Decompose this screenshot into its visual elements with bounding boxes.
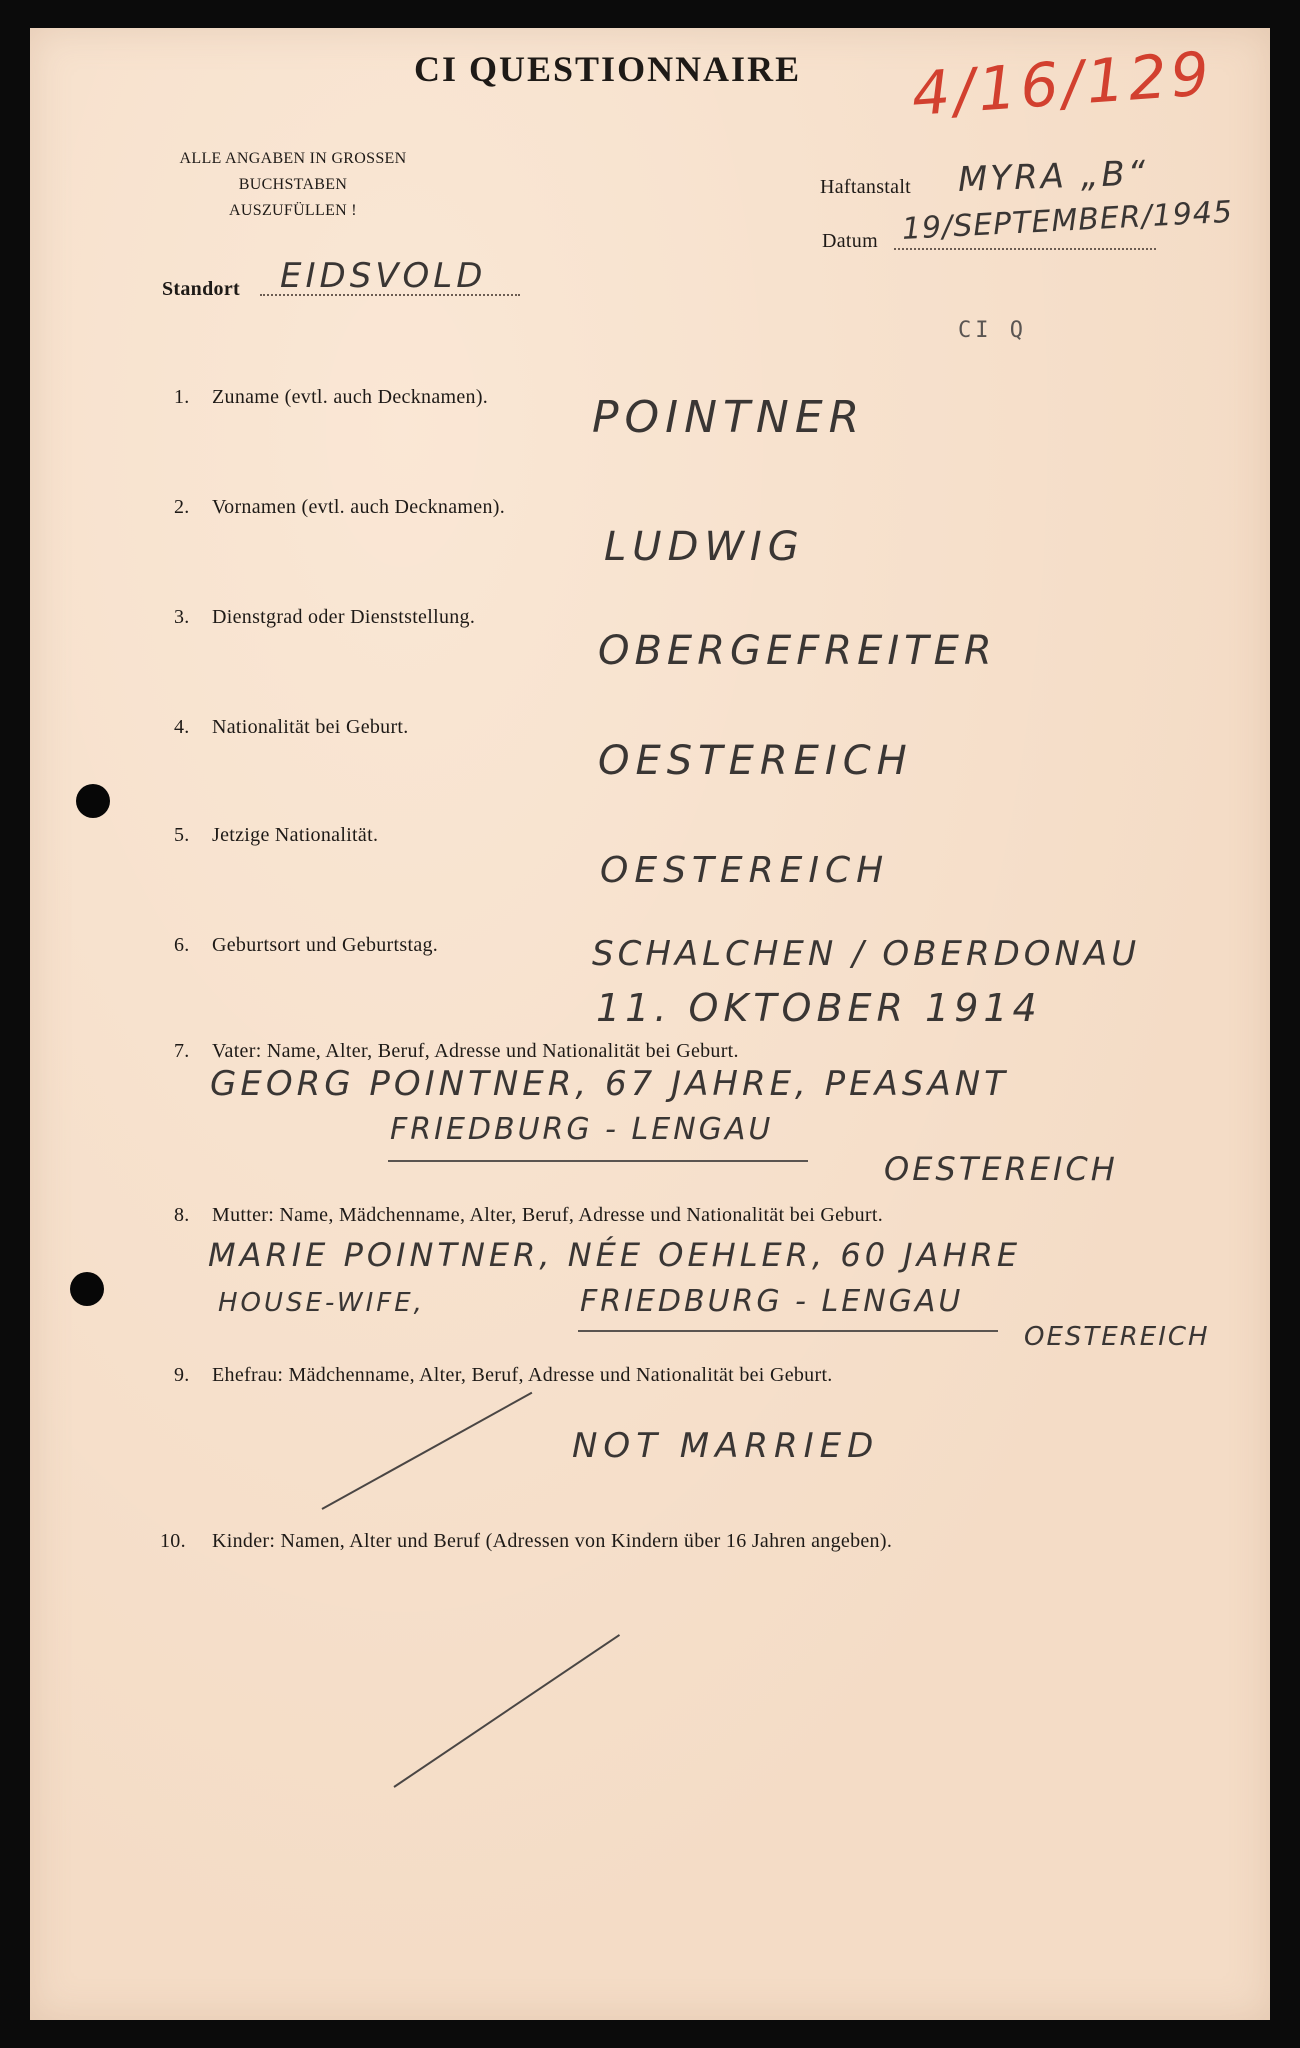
question-10-label: Kinder: Namen, Alter und Beruf (Adressen von Kindern über 16 Jahren angeben). [212, 1530, 893, 1552]
question-8-answer-address[interactable]: FRIEDBURG - LENGAU [580, 1284, 964, 1319]
question-3-answer[interactable]: OBERGEFREITER [598, 628, 997, 674]
datum-value[interactable]: 19/SEPTEMBER/1945 [901, 194, 1234, 247]
question-6-answer-place[interactable]: SCHALCHEN / OBERDONAU [592, 934, 1141, 974]
question-8-answer-name[interactable]: MARIE POINTNER, NÉE OEHLER, 60 JAHRE [208, 1236, 1022, 1274]
haftanstalt-value[interactable]: MYRA „B“ [957, 153, 1149, 200]
question-3-number: 3. [174, 606, 190, 628]
question-1-answer[interactable]: POINTNER [592, 392, 866, 443]
question-1-label: Zuname (evtl. auch Decknamen). [212, 386, 489, 408]
question-4-number: 4. [174, 716, 190, 738]
punch-hole-top [76, 784, 110, 818]
file-number: 4/16/129 [909, 39, 1216, 130]
question-8-address-underline [578, 1330, 998, 1332]
ci-stamp: CI Q [958, 318, 1027, 343]
question-6-answer-date[interactable]: 11. OKTOBER 1914 [596, 986, 1042, 1030]
question-9-number: 9. [174, 1364, 190, 1386]
page-title: CI QUESTIONNAIRE [414, 49, 802, 89]
question-8-answer-nationality[interactable]: OESTEREICH [1024, 1322, 1210, 1352]
question-7-answer-name[interactable]: GEORG POINTNER, 67 JAHRE, PEASANT [210, 1064, 1009, 1104]
question-7-answer-nationality[interactable]: OESTEREICH [884, 1150, 1118, 1188]
question-4-answer[interactable]: OESTEREICH [598, 738, 913, 784]
question-4-label: Nationalität bei Geburt. [212, 716, 409, 738]
question-5-number: 5. [174, 824, 190, 846]
question-5-label: Jetzige Nationalität. [212, 824, 379, 846]
question-5-answer[interactable]: OESTEREICH [600, 850, 890, 891]
question-8-label: Mutter: Name, Mädchenname, Alter, Beruf, Adresse und Nationalität bei Geburt. [212, 1204, 883, 1226]
standort-value[interactable]: EIDSVOLD [280, 256, 487, 296]
question-8-number: 8. [174, 1204, 190, 1226]
datum-label: Datum [822, 230, 878, 252]
question-9-answer[interactable]: NOT MARRIED [572, 1426, 880, 1466]
standort-label: Standort [162, 278, 240, 300]
haftanstalt-label: Haftanstalt [820, 176, 912, 198]
question-6-label: Geburtsort und Geburtstag. [212, 934, 439, 956]
datum-line [894, 248, 1156, 250]
standort-line [260, 294, 520, 296]
question-7-answer-address[interactable]: FRIEDBURG - LENGAU [390, 1112, 774, 1147]
question-6-number: 6. [174, 934, 190, 956]
question-7-label: Vater: Name, Alter, Beruf, Adresse und Nationalität bei Geburt. [212, 1040, 739, 1062]
question-8-answer-occupation[interactable]: HOUSE-WIFE, [218, 1288, 425, 1318]
punch-hole-bottom [70, 1272, 104, 1306]
question-7-number: 7. [174, 1040, 190, 1062]
question-1-number: 1. [174, 386, 190, 408]
question-2-label: Vornamen (evtl. auch Decknamen). [212, 496, 506, 518]
question-9-label: Ehefrau: Mädchenname, Alter, Beruf, Adresse und Nationalität bei Geburt. [212, 1364, 833, 1386]
question-2-answer[interactable]: LUDWIG [604, 524, 805, 570]
question-3-label: Dienstgrad oder Dienststellung. [212, 606, 476, 628]
instruction-line-1: ALLE ANGABEN IN GROSSEN BUCHSTABEN [179, 150, 407, 193]
instruction-line-2: AUSZUFÜLLEN ! [229, 202, 357, 219]
question-10-number: 10. [160, 1530, 186, 1552]
question-7-address-underline [388, 1160, 808, 1162]
question-2-number: 2. [174, 496, 190, 518]
instruction-text [128, 146, 458, 224]
